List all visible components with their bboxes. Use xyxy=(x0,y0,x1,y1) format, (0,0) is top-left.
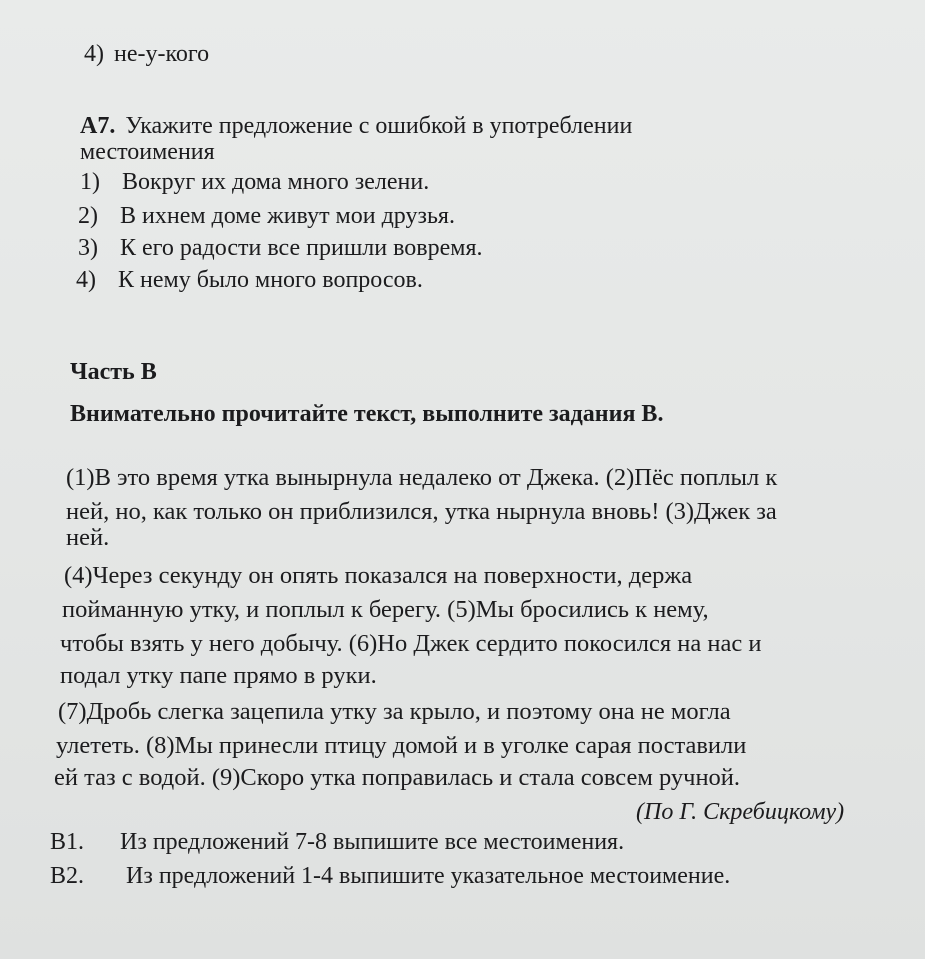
option-text: не-у-кого xyxy=(114,41,210,67)
passage-line: (1)В это время утка вынырнула недалеко от Джека. (2)Пёс поплыл к xyxy=(66,464,778,491)
passage-line: (4)Через секунду он опять показался на поверхности, держа xyxy=(64,562,693,589)
passage-line: ей таз с водой. (9)Скоро утка поправилась и стала совсем ручной. xyxy=(54,764,741,791)
a7-question-line2: местоимения xyxy=(80,139,215,165)
passage-line: ней, но, как только он приблизился, утка нырнула вновь! (3)Джек за xyxy=(66,498,777,525)
passage-line: подал утку папе прямо в руки. xyxy=(60,662,377,689)
attribution: (По Г. Скребицкому) xyxy=(636,799,845,825)
option-number: 4) xyxy=(76,267,96,293)
option-number: 1) xyxy=(80,169,100,195)
part-b-title: Часть В xyxy=(70,359,157,385)
a7-option-4 xyxy=(76,266,423,294)
option-number: 4) xyxy=(84,41,104,67)
prev-option xyxy=(84,40,209,68)
passage-line: пойманную утку, и поплыл к берегу. (5)Мы бросились к нему, xyxy=(62,596,709,623)
task-text: Из предложений 1-4 выпишите указательное местоимение. xyxy=(126,863,731,889)
task-b1 xyxy=(50,828,624,856)
option-text: В ихнем доме живут мои друзья. xyxy=(120,203,455,229)
option-number: 3) xyxy=(78,235,98,261)
a7-option-1 xyxy=(80,168,429,196)
option-text: К нему было много вопросов. xyxy=(118,267,423,293)
passage-line: чтобы взять у него добычу. (6)Но Джек сердито покосился на нас и xyxy=(60,630,762,657)
passage-line: улететь. (8)Мы принесли птицу домой и в уголке сарая поставили xyxy=(56,732,747,759)
task-label: В2. xyxy=(50,863,85,889)
task-label: В1. xyxy=(50,829,85,855)
option-text: Вокруг их дома много зелени. xyxy=(122,169,430,195)
option-text: К его радости все пришли вовремя. xyxy=(120,235,483,261)
a7-option-2 xyxy=(78,202,455,230)
a7-question-text: Укажите предложение с ошибкой в употреблении xyxy=(125,113,633,139)
passage-line: (7)Дробь слегка зацепила утку за крыло, и поэтому она не могла xyxy=(58,698,731,725)
task-text: Из предложений 7-8 выпишите все местоимения. xyxy=(120,829,625,855)
part-b-instruction: Внимательно прочитайте текст, выполните задания В. xyxy=(70,401,664,427)
passage-line: ней. xyxy=(66,524,110,551)
a7-question-line1 xyxy=(80,112,632,140)
option-number: 2) xyxy=(78,203,98,229)
task-b2 xyxy=(50,862,730,890)
a7-label: А7. xyxy=(80,113,116,139)
a7-option-3 xyxy=(78,234,483,262)
